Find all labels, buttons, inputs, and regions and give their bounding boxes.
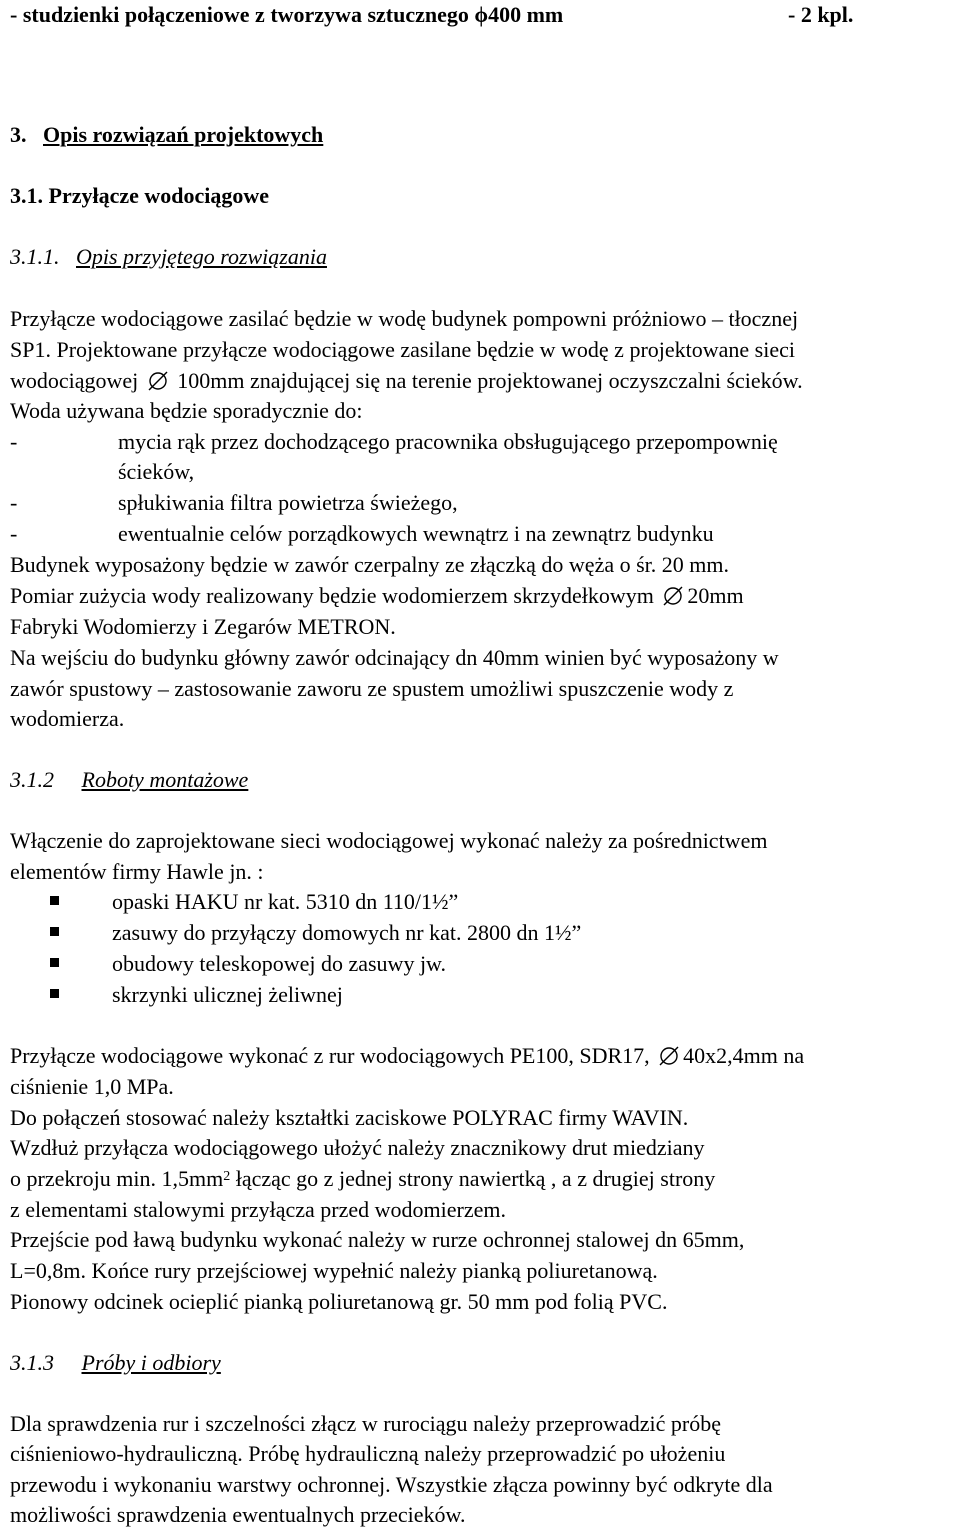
paragraph-line: ciśnieniowo-hydrauliczną. Próbę hydrauliczną należy przeprowadzić po ułożeniu — [10, 1441, 726, 1466]
section-3-1-heading — [10, 181, 269, 211]
bullet-square-icon — [50, 989, 59, 998]
section-title: Opis rozwiązań projektowych — [43, 122, 324, 147]
bullet-item — [50, 887, 458, 917]
paragraph-line: ciśnienie 1,0 MPa. — [10, 1074, 174, 1099]
paragraph-line — [10, 1164, 715, 1198]
paragraph-text: łącząc go z jednej strony nawiertką , a z drugiej strony — [230, 1166, 716, 1191]
paragraph-text: 100mm znajdującej się na terenie projektowanej oczyszczalni ścieków. — [177, 368, 803, 393]
paragraph-line: przewodu i wykonaniu warstwy ochronnej. Wszystkie złącza powinny być odkryte dla — [10, 1472, 773, 1497]
paragraph-line: L=0,8m. Końce rury przejściowej wypełnić należy pianką poliuretanową. — [10, 1258, 658, 1283]
paragraph-line: wodomierza. — [10, 706, 125, 731]
section-number: 3.1. — [10, 183, 43, 208]
paragraph-text: 40x2,4mm na — [683, 1043, 805, 1068]
paragraph-line: SP1. Projektowane przyłącze wodociągowe zasilane będzie w wodę z projektowane sieci — [10, 337, 795, 362]
section-3-1-3-heading — [10, 1348, 221, 1378]
paragraph-line: z elementami stalowymi przyłącza przed wodomierzem. — [10, 1197, 507, 1222]
paragraph-line: Budynek wyposażony będzie w zawór czerpalny ze złączką do węża o śr. 20 mm. — [10, 552, 729, 577]
section-title: Roboty montażowe — [81, 767, 249, 792]
section-title: Próby i odbiory — [81, 1350, 221, 1375]
section-3-1-1-heading — [10, 242, 327, 272]
bullet-text: obudowy teleskopowej do zasuwy jw. — [112, 951, 447, 976]
paragraph-line: Dla sprawdzenia rur i szczelności złącz w rurociągu należy przeprowadzić próbę — [10, 1411, 721, 1436]
paragraph-text: Pomiar zużycia wody realizowany będzie wodomierzem skrzydełkowym — [10, 583, 654, 608]
diameter-icon — [663, 586, 683, 606]
bullet-text: skrzynki ulicznej żeliwnej — [112, 982, 343, 1007]
list-item — [10, 519, 714, 549]
paragraph-line: Przyłącze wodociągowe zasilać będzie w wodę budynek pompowni próżniowo – tłocznej — [10, 306, 799, 331]
bullet-square-icon — [50, 896, 59, 905]
section-3-1-2-heading — [10, 765, 248, 795]
section-title: Opis przyjętego rozwiązania — [76, 244, 327, 269]
bullet-item — [50, 980, 343, 1010]
section-3-heading — [10, 120, 323, 150]
bullet-item — [50, 949, 446, 979]
paragraph-text: 20mm — [687, 583, 744, 608]
paragraph-text: o przekroju min. 1,5mm — [10, 1166, 224, 1191]
material-line — [10, 0, 563, 30]
list-item-text: ewentualnie celów porządkowych wewnątrz i na zewnątrz budynku — [118, 521, 714, 546]
paragraph-line: Włączenie do zaprojektowane sieci wodociągowej wykonać należy za pośrednictwem — [10, 828, 768, 853]
paragraph-line: Woda używana będzie sporadycznie do: — [10, 398, 363, 423]
bullet-square-icon — [50, 958, 59, 967]
paragraph-line — [10, 1041, 804, 1071]
bullet-text: opaski HAKU nr kat. 5310 dn 110/1½” — [112, 889, 459, 914]
list-item — [10, 427, 778, 457]
paragraph-text: Przyłącze wodociągowe wykonać z rur wodociągowych PE100, SDR17, — [10, 1043, 650, 1068]
paragraph-line: możliwości sprawdzenia ewentualnych przecieków. — [10, 1502, 466, 1527]
bullet-text: zasuwy do przyłączy domowych nr kat. 2800 dn 1½” — [112, 920, 582, 945]
paragraph-line: Fabryki Wodomierzy i Zegarów METRON. — [10, 614, 396, 639]
paragraph-line: Na wejściu do budynku główny zawór odcinający dn 40mm winien być wyposażony w — [10, 645, 779, 670]
bullet-item — [50, 918, 581, 948]
paragraph-line: Do połączeń stosować należy kształtki zaciskowe POLYRAC firmy WAVIN. — [10, 1105, 689, 1130]
material-text: - studzienki połączeniowe z tworzywa sztucznego ϕ400 mm — [10, 2, 564, 27]
list-item-text: spłukiwania filtra powietrza świeżego, — [118, 490, 458, 515]
superscript: 2 — [223, 1169, 231, 1184]
section-number: 3.1.2 — [10, 767, 54, 792]
dash-marker: - — [10, 521, 18, 546]
paragraph-line — [10, 366, 803, 396]
paragraph-line — [10, 581, 744, 611]
list-item-continuation: ścieków, — [118, 459, 195, 484]
material-quantity: - 2 kpl. — [788, 2, 854, 27]
diameter-icon — [148, 371, 168, 391]
list-item — [10, 488, 458, 518]
dash-marker: - — [10, 429, 18, 454]
section-number: 3.1.3 — [10, 1350, 54, 1375]
list-item-text: mycia rąk przez dochodzącego pracownika obsługującego przepompownię — [118, 429, 778, 454]
dash-marker: - — [10, 490, 18, 515]
paragraph-text: wodociągowej — [10, 368, 139, 393]
diameter-icon — [659, 1046, 679, 1066]
paragraph-line: elementów firmy Hawle jn. : — [10, 859, 264, 884]
section-title: Przyłącze wodociągowe — [48, 183, 270, 208]
section-number: 3.1.1. — [10, 244, 60, 269]
bullet-square-icon — [50, 927, 59, 936]
paragraph-line: Przejście pod ławą budynku wykonać należy w rurze ochronnej stalowej dn 65mm, — [10, 1227, 745, 1252]
paragraph-line: Pionowy odcinek ocieplić pianką poliuretanową gr. 50 mm pod folią PVC. — [10, 1289, 668, 1314]
paragraph-line: zawór spustowy – zastosowanie zaworu ze spustem umożliwi spuszczenie wody z — [10, 676, 734, 701]
paragraph-line: Wzdłuż przyłącza wodociągowego ułożyć należy znacznikowy drut miedziany — [10, 1135, 705, 1160]
section-number: 3. — [10, 122, 27, 147]
